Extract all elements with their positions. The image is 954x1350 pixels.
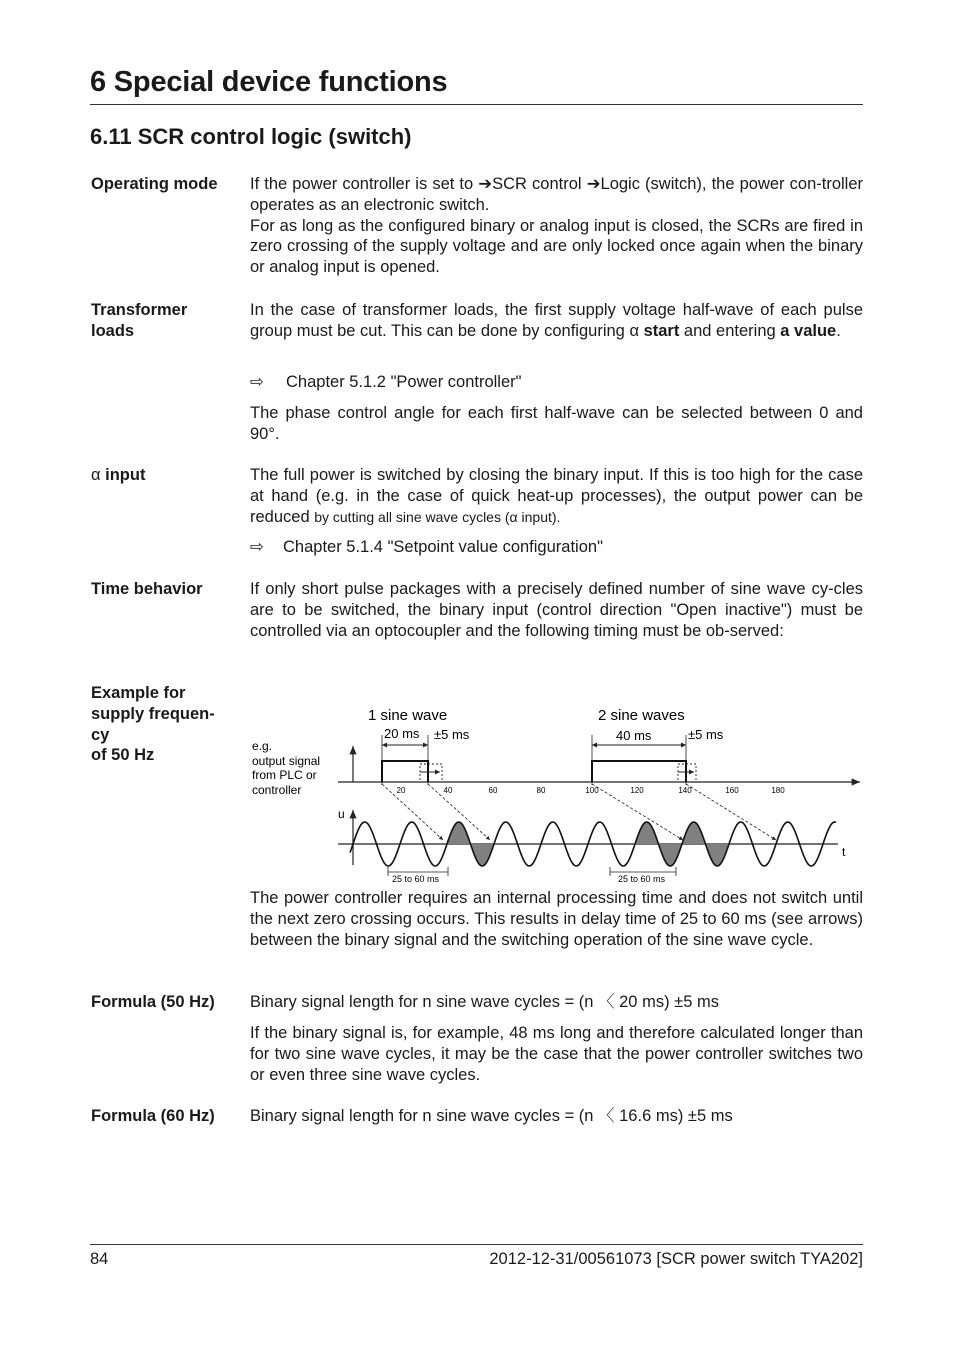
svg-text:100: 100 (585, 786, 599, 795)
arrow-right-icon: ➔ (478, 175, 493, 193)
delay-label: 25 to 60 ms (392, 874, 440, 884)
svg-text:40: 40 (443, 786, 453, 795)
tol-label: ±5 ms (688, 727, 724, 742)
reference-setpoint-config: ⇨ Chapter 5.1.4 "Setpoint value configuration" (250, 538, 603, 556)
time-behavior-label: Time behavior (91, 580, 203, 598)
svg-text:140: 140 (678, 786, 692, 795)
signal-label-2: output signal (252, 754, 321, 768)
svg-text:80: 80 (536, 786, 546, 795)
arrow-right-icon: ➔ (586, 175, 601, 193)
alpha-input-text: The full power is switched by closing the binary input. If this is too high for the case at hand (e.g. in the case of quick heat-up processes), the output power can be reduced by cutting all sine wave cycles (α input). (250, 466, 863, 526)
chapter-divider (90, 104, 863, 105)
operating-mode-label: Operating mode (91, 175, 218, 193)
svg-text:160: 160 (725, 786, 739, 795)
formula-50hz-note: If the binary signal is, for example, 48 ms long and therefore calculated longer than for two sine wave cycles, it may be the case that the power controller switches two or even three sine wave cycles. (250, 1024, 863, 1084)
timing-diagram (240, 690, 870, 890)
section-title: 6.11 SCR control logic (switch) (90, 124, 412, 149)
svg-text:180: 180 (771, 786, 785, 795)
time-behavior-text: If only short pulse packages with a precisely defined number of sine wave cy-cles are to be switched, the binary input (control direction "Open inactive") must be controlled via an optocoupler and the following timing must be ob-served: (250, 580, 863, 640)
signal-label-1: e.g. (252, 739, 273, 753)
svg-text:60: 60 (488, 786, 498, 795)
svg-text:20: 20 (396, 786, 406, 795)
t-label: t (842, 845, 846, 859)
formula-60hz-text: Binary signal length for n sine wave cycles = (n 〈 16.6 ms) ±5 ms (250, 1107, 733, 1125)
delay-label: 25 to 60 ms (618, 874, 666, 884)
reference-arrow-icon: ⇨ (250, 373, 264, 391)
tolerance-box (420, 764, 442, 782)
example-label: Example for supply frequen- cy of 50 Hz (91, 684, 215, 765)
formula-60hz-label: Formula (60 Hz) (91, 1107, 215, 1125)
dim-20ms: 20 ms (384, 726, 420, 741)
reference-arrow-icon: ⇨ (250, 538, 264, 556)
svg-text:120: 120 (630, 786, 644, 795)
operating-mode-text: If the power controller is set to ➔SCR control ➔Logic (switch), the power con-troller operates as an electronic switch. For as long as the configured binary or analog input is closed, the SCRs are fired in zero crossing of the supply voltage and are only locked once again when the binary or analog input is opened. (250, 175, 864, 277)
formula-50hz-text: Binary signal length for n sine wave cycles = (n 〈 20 ms) ±5 ms (250, 993, 719, 1011)
chapter-title: 6 Special device functions (90, 66, 448, 98)
tol-label: ±5 ms (434, 727, 470, 742)
processing-text: The power controller requires an internal processing time and does not switch until the next zero crossing occurs. This results in delay time of 25 to 60 ms (see arrows) between the binary signal and the switching operation of the sine wave cycle. (250, 889, 863, 949)
phase-angle-text: The phase control angle for each first half-wave can be selected between 0 and 90°. (250, 404, 863, 443)
formula-50hz-label: Formula (50 Hz) (91, 993, 215, 1011)
one-sine-title: 1 sine wave (368, 707, 448, 724)
footer-divider (90, 1244, 863, 1245)
signal-label-3: from PLC or (252, 768, 317, 782)
u-label: u (338, 807, 345, 821)
pulse-two (592, 761, 686, 782)
delay-arrow (382, 784, 443, 840)
page-number: 84 (90, 1250, 109, 1268)
signal-label-4: controller (252, 783, 302, 797)
two-sine-title: 2 sine waves (598, 707, 685, 724)
transformer-loads-text: In the case of transformer loads, the first supply voltage half-wave of each pulse group must be cut. This can be done by configuring α start and entering a value. (250, 301, 863, 340)
alpha-input-label: α input (91, 466, 146, 484)
transformer-loads-label: Transformer loads (91, 301, 188, 340)
dim-40ms: 40 ms (616, 728, 652, 743)
tick-labels (397, 786, 786, 795)
reference-power-controller: ⇨ Chapter 5.1.2 "Power controller" (250, 373, 522, 391)
document-id: 2012-12-31/00561073 [SCR power switch TYA202] (489, 1250, 863, 1268)
